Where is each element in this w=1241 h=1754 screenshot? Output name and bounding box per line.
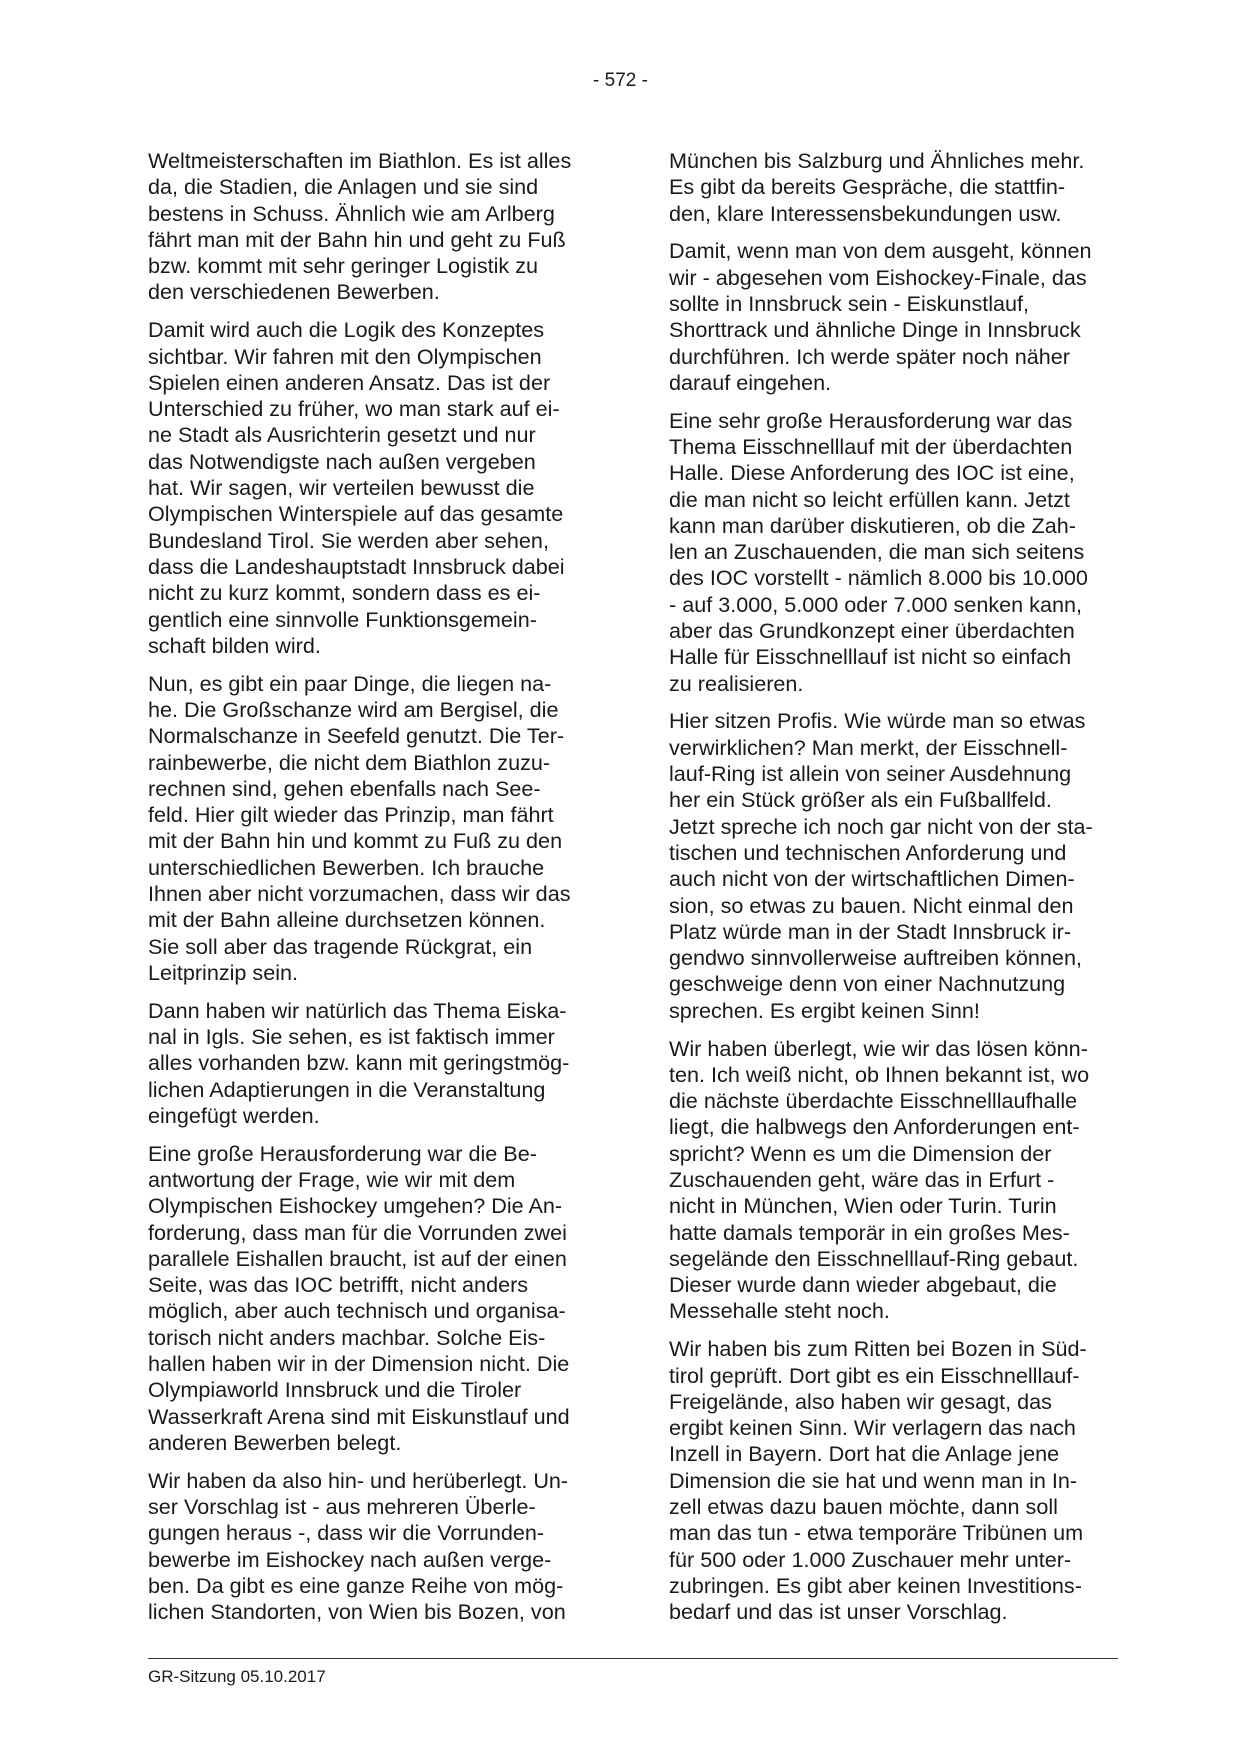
paragraph: Wir haben da also hin- und herüberlegt. Un- ser Vorschlag ist - aus mehreren Überle- gungen heraus -, dass wir die Vorrunden- bewerbe im Eishockey nach außen verge- ben. Da gibt es eine ganze Reihe von mög- lichen Standorten, von Wien bis Bozen, von bbox=[148, 1467, 569, 1625]
paragraph: Dann haben wir natürlich das Thema Eiska- nal in Igls. Sie sehen, es ist faktisch immer alles vorhanden bzw. kann mit geringstmög- lichen Adaptierungen in die Veranstaltung eingefügt werden. bbox=[148, 997, 570, 1128]
footer-session-date: GR-Sitzung 05.10.2017 bbox=[148, 1667, 326, 1686]
paragraph: München bis Salzburg und Ähnliches mehr. Es gibt da bereits Gespräche, die stattfin- den, klare Interessensbekundungen usw. bbox=[669, 148, 1085, 226]
paragraph: Eine sehr große Herausforderung war das Thema Eisschnelllauf mit der überdachten Halle. Diese Anforderung des IOC ist eine, die man nicht so leicht erfüllen kann. Jetzt kann man darüber diskutieren, ob die Zah- len an Zuschauenden, die man sich seitens des IOC vorstellt - nämlich 8.000 bis 10.000 - auf 3.000, 5.000 oder 7.000 senken kann, aber das Grundkonzept einer überdachten Halle für Eisschnelllauf ist nicht so einfach zu realisieren. bbox=[669, 407, 1088, 696]
paragraph: Wir haben bis zum Ritten bei Bozen in Süd- tirol geprüft. Dort gibt es ein Eisschnelllauf- Freigelände, also haben wir gesagt, das ergibt keinen Sinn. Wir verlagern das nach Inzell in Bayern. Dort hat die Anlage jene Dimension die sie hat und wenn man in In- zell etwas dazu bauen möchte, dann soll man das tun - etwa temporäre Tribünen um für 500 oder 1.000 Zuschauer mehr unter- zubringen. Es gibt aber keinen Investitions- bedarf und das ist unser Vorschlag. bbox=[669, 1336, 1087, 1625]
left-text-column bbox=[148, 148, 596, 1637]
footer-divider bbox=[148, 1658, 1118, 1659]
paragraph: Damit, wenn man von dem ausgeht, können wir - abgesehen vom Eishockey-Finale, das sollte in Innsbruck sein - Eiskunstlauf, Shorttrack und ähnliche Dinge in Innsbruck durchführen. Ich werde später noch näher darauf eingehen. bbox=[669, 238, 1092, 395]
paragraph: Weltmeisterschaften im Biathlon. Es ist alles da, die Stadien, die Anlagen und sie sind bestens in Schuss. Ähnlich wie am Arlberg fährt man mit der Bahn hin und geht zu Fuß bzw. kommt mit sehr geringer Logistik zu den verschiedenen Bewerben. bbox=[148, 148, 572, 305]
right-text-column bbox=[669, 148, 1117, 1637]
paragraph: Damit wird auch die Logik des Konzeptes sichtbar. Wir fahren mit den Olympischen Spielen einen anderen Ansatz. Das ist der Unterschied zu früher, wo man stark auf ei- ne Stadt als Ausrichterin gesetzt und nur das Notwendigste nach außen vergeben hat. Wir sagen, wir verteilen bewusst die Olympischen Winterspiele auf das gesamte Bundesland Tirol. Sie werden aber sehen, dass die Landeshauptstadt Innsbruck dabei nicht zu kurz kommt, sondern dass es ei- gentlich eine sinnvolle Funktionsgemein- schaft bilden wird. bbox=[148, 317, 565, 658]
paragraph: Nun, es gibt ein paar Dinge, die liegen na- he. Die Großschanze wird am Bergisel, die Normalschanze in Seefeld genutzt. Die Ter- rainbewerbe, die nicht dem Biathlon zuzu- rechnen sind, gehen ebenfalls nach See- feld. Hier gilt wieder das Prinzip, man fährt mit der Bahn hin und kommt zu Fuß zu den unterschiedlichen Bewerben. Ich brauche Ihnen aber nicht vorzumachen, dass wir das mit der Bahn alleine durchsetzen können. Sie soll aber das tragende Rückgrat, ein Leitprinzip sein. bbox=[148, 670, 571, 985]
page-number: - 572 - bbox=[593, 70, 648, 91]
paragraph: Eine große Herausforderung war die Be- antwortung der Frage, wie wir mit dem Olympischen Eishockey umgehen? Die An- forderung, dass man für die Vorrunden zwei parallele Eishallen braucht, ist auf der einen Seite, was das IOC betrifft, nicht anders möglich, aber auch technisch und organisa- torisch nicht anders machbar. Solche Eis- hallen haben wir in der Dimension nicht. Die Olympiaworld Innsbruck und die Tiroler Wasserkraft Arena sind mit Eiskunstlauf und anderen Bewerben belegt. bbox=[148, 1140, 570, 1455]
paragraph: Wir haben überlegt, wie wir das lösen könn- ten. Ich weiß nicht, ob Ihnen bekannt ist, wo die nächste überdachte Eisschnelllaufhalle liegt, die halbwegs den Anforderungen ent- spricht? Wenn es um die Dimension der Zuschauenden geht, wäre das in Erfurt - nicht in München, Wien oder Turin. Turin hatte damals temporär in ein großes Mes- segelände den Eisschnelllauf-Ring gebaut. Dieser wurde dann wieder abgebaut, die Messehalle steht noch. bbox=[669, 1035, 1090, 1324]
paragraph: Hier sitzen Profis. Wie würde man so etwas verwirklichen? Man merkt, der Eisschnell- lauf-Ring ist allein von seiner Ausdehnung her ein Stück größer als ein Fußballfeld. Jetzt spreche ich noch gar nicht von der sta- tischen und technischen Anforderung und auch nicht von der wirtschaftlichen Dimen- sion, so etwas zu bauen. Nicht einmal den Platz würde man in der Stadt Innsbruck ir- gendwo sinnvollerweise auftreiben können, geschweige denn von einer Nachnutzung sprechen. Es ergibt keinen Sinn! bbox=[669, 708, 1093, 1023]
